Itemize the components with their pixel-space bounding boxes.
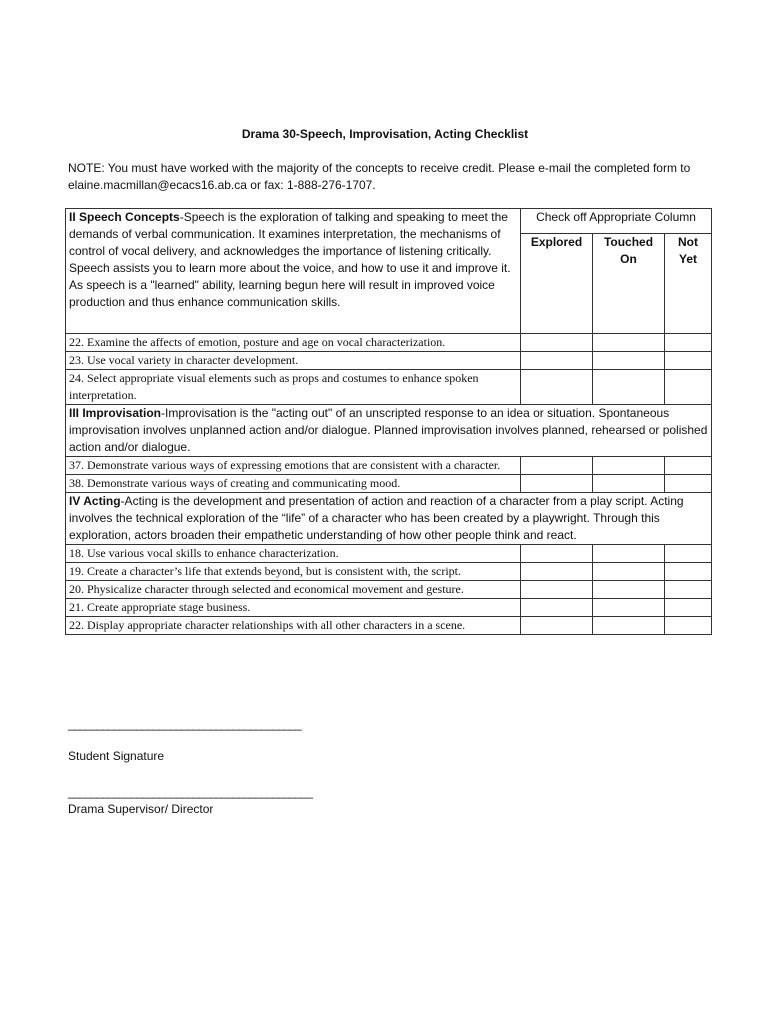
improvisation-heading: III Improvisation [69, 406, 162, 420]
checkbox-touched-on[interactable] [593, 599, 665, 617]
checkbox-not-yet[interactable] [665, 545, 712, 563]
item-text: 19. Create a character’s life that extends beyond, but is consistent with, the script. [66, 563, 521, 581]
table-row [66, 334, 712, 352]
student-signature-label: Student Signature [68, 749, 165, 763]
checkbox-explored[interactable] [521, 457, 593, 475]
checkbox-not-yet[interactable] [665, 457, 712, 475]
table-row [66, 581, 712, 599]
checkbox-touched-on[interactable] [593, 370, 665, 405]
item-text: 22. Examine the affects of emotion, posture and age on vocal characterization. [66, 334, 521, 352]
acting-description: -Acting is the development and presentation of action and reaction of a character from a play script. Acting involves the technical exploration of the “life” of a character who has been created by a playwright. Through this exploration, actors broaden their empathetic understanding of how other people think and react. [69, 494, 684, 542]
note-text: NOTE: You must have worked with the majority of the concepts to receive credit. Please e-mail the completed form to elaine.macmillan@ecacs16.ab.ca or fax: 1-888-276-1707. [68, 161, 691, 192]
table-row [66, 599, 712, 617]
speech-description-cell [66, 209, 521, 334]
item-text: 18. Use various vocal skills to enhance characterization. [66, 545, 521, 563]
table-row [66, 545, 712, 563]
checkbox-not-yet[interactable] [665, 581, 712, 599]
checkbox-explored[interactable] [521, 599, 593, 617]
checkbox-touched-on[interactable] [593, 334, 665, 352]
checklist-table [65, 208, 712, 635]
checkbox-touched-on[interactable] [593, 457, 665, 475]
checkbox-not-yet[interactable] [665, 599, 712, 617]
checkbox-not-yet[interactable] [665, 370, 712, 405]
checkbox-explored[interactable] [521, 581, 593, 599]
checkbox-not-yet[interactable] [665, 334, 712, 352]
table-row [66, 563, 712, 581]
checkbox-explored[interactable] [521, 334, 593, 352]
checkbox-not-yet[interactable] [665, 475, 712, 493]
column-explored: Explored [521, 234, 593, 334]
table-row [66, 475, 712, 493]
table-row [66, 370, 712, 405]
checkbox-touched-on[interactable] [593, 475, 665, 493]
speech-heading: II Speech Concepts [69, 210, 180, 224]
improvisation-description: -Improvisation is the "acting out" of an unscripted response to an idea or situation. Spontaneous improvisation involves unplanned action and/or dialogue. Planned improvisation involves planned, rehearsed or polished action and/or dialogue. [69, 406, 708, 454]
acting-header-row [66, 493, 712, 545]
checkbox-touched-on[interactable] [593, 617, 665, 635]
director-signature-line[interactable]: ___________________________________________ [68, 785, 312, 799]
improvisation-description-cell [66, 405, 712, 457]
checkbox-explored[interactable] [521, 475, 593, 493]
checkbox-not-yet[interactable] [665, 563, 712, 581]
item-text: 38. Demonstrate various ways of creating and communicating mood. [66, 475, 521, 493]
column-touched-on: Touched On [593, 234, 665, 334]
acting-description-cell [66, 493, 712, 545]
checkbox-explored[interactable] [521, 370, 593, 405]
improvisation-header-row [66, 405, 712, 457]
item-text: 23. Use vocal variety in character development. [66, 352, 521, 370]
item-text: 24. Select appropriate visual elements such as props and costumes to enhance spoken interpretation. [66, 370, 521, 405]
checkbox-explored[interactable] [521, 563, 593, 581]
student-signature-line[interactable]: _________________________________________ [68, 717, 301, 731]
checkbox-touched-on[interactable] [593, 563, 665, 581]
column-not-yet: Not Yet [665, 234, 712, 334]
speech-description: -Speech is the exploration of talking and speaking to meet the demands of verbal communication. It examines interpretation, the mechanisms of control of vocal delivery, and acknowledges the importance of listening critically. Speech assists you to learn more about the voice, and how to use it and improve it. As speech is a "learned" ability, learning begun here will result in improved voice production and thus enhance communication skills. [69, 210, 511, 309]
checkbox-explored[interactable] [521, 617, 593, 635]
checkbox-not-yet[interactable] [665, 617, 712, 635]
item-text: 20. Physicalize character through selected and economical movement and gesture. [66, 581, 521, 599]
checkbox-touched-on[interactable] [593, 581, 665, 599]
checkbox-touched-on[interactable] [593, 545, 665, 563]
page-title: Drama 30-Speech, Improvisation, Acting Checklist [241, 127, 529, 141]
item-text: 22. Display appropriate character relationships with all other characters in a scene. [66, 617, 521, 635]
acting-heading: IV Acting [69, 494, 121, 508]
director-signature-label: Drama Supervisor/ Director [68, 802, 214, 816]
item-text: 21. Create appropriate stage business. [66, 599, 521, 617]
checkbox-explored[interactable] [521, 545, 593, 563]
table-row [66, 352, 712, 370]
speech-header-row [66, 209, 712, 234]
checkbox-not-yet[interactable] [665, 352, 712, 370]
table-row [66, 457, 712, 475]
checkbox-touched-on[interactable] [593, 352, 665, 370]
check-header: Check off Appropriate Column [521, 209, 712, 234]
item-text: 37. Demonstrate various ways of expressing emotions that are consistent with a character. [66, 457, 521, 475]
table-row [66, 617, 712, 635]
checkbox-explored[interactable] [521, 352, 593, 370]
